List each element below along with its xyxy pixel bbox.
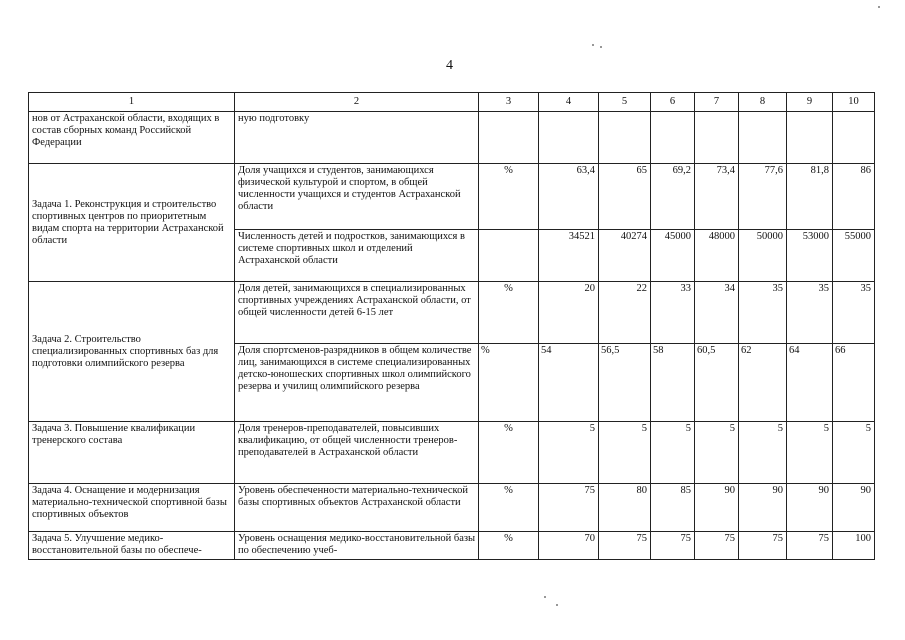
indicator-text: Уровень оснащения медико-восстановительной базы по обеспечению учеб-	[235, 532, 479, 560]
col-header-1: 1	[29, 93, 235, 112]
col-header-5: 5	[599, 93, 651, 112]
value-cell: 53000	[787, 230, 833, 282]
value-cell: 5	[787, 422, 833, 484]
empty-cell	[787, 112, 833, 164]
unit-cell: %	[479, 532, 539, 560]
value-cell: 63,4	[539, 164, 599, 230]
empty-cell	[479, 112, 539, 164]
header-row	[29, 93, 875, 112]
value-cell: 54	[539, 344, 599, 422]
unit-cell: %	[479, 164, 539, 230]
indicator-text: Численность детей и подростков, занимающихся в системе спортивных школ и отделений Астраханской области	[235, 230, 479, 282]
unit-cell: %	[479, 422, 539, 484]
value-cell: 40274	[599, 230, 651, 282]
scan-speck	[556, 604, 558, 606]
value-cell: 5	[539, 422, 599, 484]
empty-cell	[599, 112, 651, 164]
table-row	[29, 484, 875, 532]
value-cell: 86	[833, 164, 875, 230]
unit-cell: %	[479, 484, 539, 532]
value-cell: 22	[599, 282, 651, 344]
empty-cell	[833, 112, 875, 164]
value-cell: 45000	[651, 230, 695, 282]
value-cell: 75	[787, 532, 833, 560]
col-header-6: 6	[651, 93, 695, 112]
value-cell: 85	[651, 484, 695, 532]
scan-speck	[592, 44, 594, 46]
table-row	[29, 164, 875, 230]
col-header-8: 8	[739, 93, 787, 112]
task-label: Задача 1. Реконструкция и строительство спортивных центров по приоритетным видам спорта на территории Астраханской области	[29, 164, 235, 282]
value-cell: 62	[739, 344, 787, 422]
value-cell: 34	[695, 282, 739, 344]
col-header-3: 3	[479, 93, 539, 112]
value-cell: 75	[539, 484, 599, 532]
value-cell: 73,4	[695, 164, 739, 230]
value-cell: 56,5	[599, 344, 651, 422]
col-header-9: 9	[787, 93, 833, 112]
indicator-text: Доля спортсменов-разрядников в общем количестве лиц, занимающихся в системе специализированных детско-юношеских спортивных школ олимпийского резерва и училищ олимпийского резерва	[235, 344, 479, 422]
indicator-text: Доля тренеров-преподавателей, повысивших квалификацию, от общей численности тренеров-преподавателей в Астраханской области	[235, 422, 479, 484]
value-cell: 65	[599, 164, 651, 230]
value-cell: 5	[651, 422, 695, 484]
table-row	[29, 282, 875, 344]
value-cell: 34521	[539, 230, 599, 282]
value-cell: 90	[739, 484, 787, 532]
indicator-text: Уровень обеспеченности материально-технической базы спортивных объектов Астраханской области	[235, 484, 479, 532]
empty-cell	[651, 112, 695, 164]
continuation-indicator-cell: ную подготовку	[235, 112, 479, 164]
empty-cell	[695, 112, 739, 164]
table-row	[29, 112, 875, 164]
indicator-text: Доля учащихся и студентов, занимающихся физической культурой и спортом, в общей численности учащихся и студентов Астраханской области	[235, 164, 479, 230]
col-header-2: 2	[235, 93, 479, 112]
unit-cell	[479, 230, 539, 282]
table-row	[29, 532, 875, 560]
value-cell: 35	[787, 282, 833, 344]
col-header-7: 7	[695, 93, 739, 112]
unit-cell: %	[479, 282, 539, 344]
value-cell: 77,6	[739, 164, 787, 230]
value-cell: 90	[695, 484, 739, 532]
value-cell: 75	[651, 532, 695, 560]
value-cell: 55000	[833, 230, 875, 282]
scan-speck	[600, 46, 602, 48]
indicator-text: Доля детей, занимающихся в специализированных спортивных учреждениях Астраханской области, от общей численности детей 6-15 лет	[235, 282, 479, 344]
value-cell: 66	[833, 344, 875, 422]
value-cell: 60,5	[695, 344, 739, 422]
value-cell: 75	[599, 532, 651, 560]
indicators-table	[28, 92, 875, 560]
scan-speck	[878, 6, 880, 8]
value-cell: 100	[833, 532, 875, 560]
col-header-10: 10	[833, 93, 875, 112]
value-cell: 70	[539, 532, 599, 560]
value-cell: 50000	[739, 230, 787, 282]
task-label: Задача 3. Повышение квалификации тренерского состава	[29, 422, 235, 484]
value-cell: 33	[651, 282, 695, 344]
task-label: Задача 2. Строительство специализированных спортивных баз для подготовки олимпийского резерва	[29, 282, 235, 422]
value-cell: 35	[739, 282, 787, 344]
value-cell: 58	[651, 344, 695, 422]
scan-speck	[544, 596, 546, 598]
task-label: Задача 4. Оснащение и модернизация материально-технической спортивной базы спортивных объектов	[29, 484, 235, 532]
value-cell: 75	[695, 532, 739, 560]
value-cell: 64	[787, 344, 833, 422]
value-cell: 75	[739, 532, 787, 560]
value-cell: 5	[695, 422, 739, 484]
value-cell: 5	[739, 422, 787, 484]
page-number: 4	[446, 58, 453, 73]
value-cell: 5	[833, 422, 875, 484]
value-cell: 81,8	[787, 164, 833, 230]
value-cell: 35	[833, 282, 875, 344]
table-row	[29, 422, 875, 484]
value-cell: 90	[833, 484, 875, 532]
empty-cell	[539, 112, 599, 164]
value-cell: 69,2	[651, 164, 695, 230]
unit-cell: %	[479, 344, 539, 422]
value-cell: 90	[787, 484, 833, 532]
empty-cell	[739, 112, 787, 164]
value-cell: 48000	[695, 230, 739, 282]
value-cell: 5	[599, 422, 651, 484]
task-label: Задача 5. Улучшение медико-восстановительной базы по обеспече-	[29, 532, 235, 560]
col-header-4: 4	[539, 93, 599, 112]
value-cell: 80	[599, 484, 651, 532]
continuation-task-cell: нов от Астраханской области, входящих в состав сборных команд Российской Федерации	[29, 112, 235, 164]
value-cell: 20	[539, 282, 599, 344]
